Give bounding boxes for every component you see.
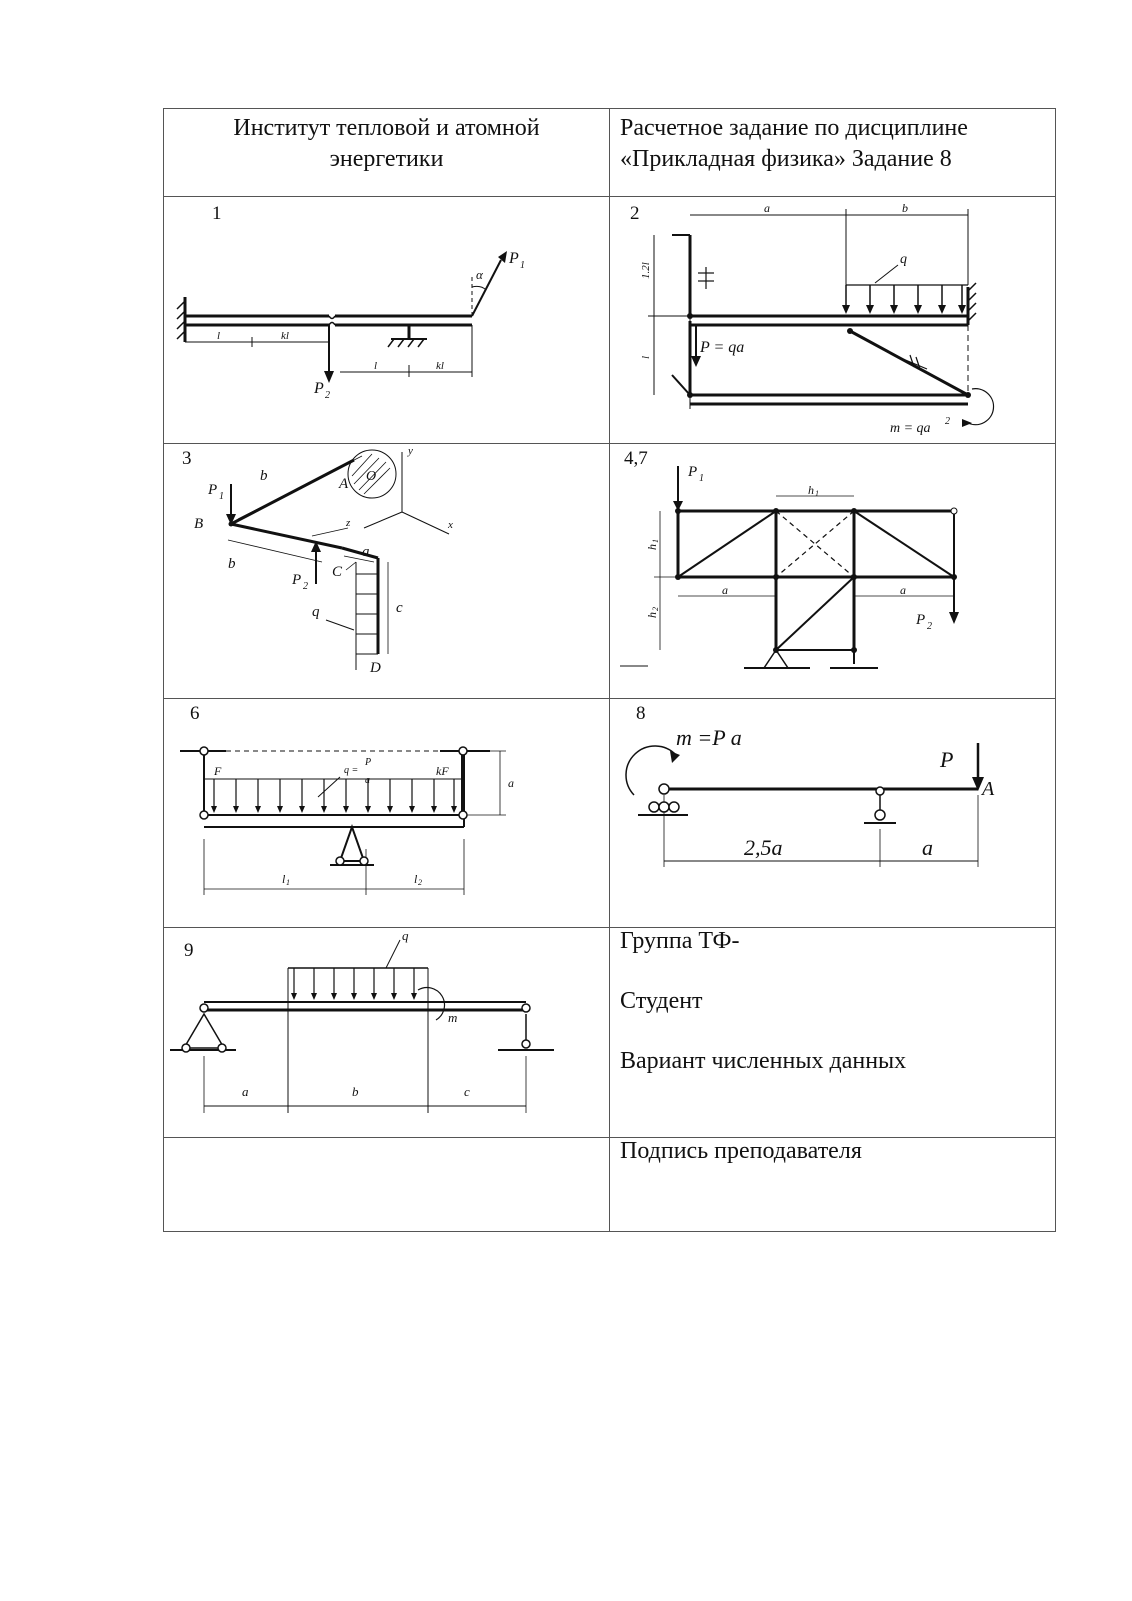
problem-1-cell [163,196,610,444]
load-arrow-head [211,806,217,813]
p2-label: P [916,612,926,628]
problem-6-diagram [164,699,611,929]
problem-9-number: 9 [184,940,194,961]
problem-2-number: 2 [630,203,640,224]
h1-vertical-subscript: 1 [651,539,660,543]
f-label: F [214,764,222,778]
load-arrow-head [411,993,417,1000]
load-arrow-head [387,806,393,813]
p1-subscript: 1 [219,491,224,502]
point-a-label: A [339,476,349,492]
point-b-label: B [194,516,204,532]
load-arrow-head [255,806,261,813]
q-label: q [900,252,907,267]
empty-cell [163,1137,610,1232]
load-arrow-head [291,993,297,1000]
p-equals-qa-label: P = qa [700,339,745,356]
problem-9-diagram [164,928,611,1139]
problem-4-7-number: 4,7 [624,448,648,469]
m-label: m [448,1010,458,1025]
m-exponent: 2 [945,416,950,427]
dim-kl-2: kl [436,360,444,372]
load-arrow-head [451,806,457,813]
problem-3-cell [163,443,610,699]
m-equals-qa2-label: m = qa [890,421,931,436]
problem-4-7-cell [609,443,1056,699]
moment-label: m =P a [676,725,742,750]
problem-6-number: 6 [190,703,200,724]
q-equals-label: q = [344,765,359,776]
alpha-label: α [476,267,483,282]
h1-vertical-label: h [645,544,659,550]
institute-line-2: энергетики [329,146,444,172]
load-arrow-head [233,806,239,813]
axis-x-label: x [448,519,453,531]
p1-label: P [688,464,698,480]
dim-a-label: a [508,776,514,790]
dim-b-top-label: b [260,468,268,484]
problem-6-cell [163,698,610,928]
h2-label: h [645,612,659,618]
h1-horizontal-subscript: 1 [815,489,819,498]
p1-subscript: 1 [520,260,525,271]
load-arrow-head [351,993,357,1000]
assignment-table [163,108,1056,1232]
axis-z-label: z [346,517,351,529]
dim-2-5a-label: 2,5a [744,835,783,860]
point-d-label: D [370,660,381,676]
load-arrow-head [431,806,437,813]
problem-9-cell [163,927,610,1138]
p1-label: P [509,250,519,267]
load-arrow-head [409,806,415,813]
p1-subscript: 1 [699,473,704,484]
signature-field: Подпись преподавателя [620,1138,862,1164]
dim-a-label: a [362,544,370,560]
p1-label: P [208,482,218,498]
load-arrow-head [371,993,377,1000]
p2-subscript: 2 [927,621,932,632]
p2-label: P [314,380,324,397]
assignment-title-cell [609,108,1056,197]
problem-3-number: 3 [182,448,192,469]
p2-label: P [292,572,302,588]
dim-c-label: c [464,1084,470,1099]
student-info-cell [609,927,1056,1138]
q-numerator: P [365,757,372,768]
dim-l2-label: l [414,872,418,886]
dim-b-label: b [902,201,908,215]
problem-1-number: 1 [212,203,222,224]
problem-8-diagram [610,699,1057,929]
dim-a-label: a [242,1084,249,1099]
q-label: q [402,928,409,943]
point-o-label: O [366,469,377,484]
problem-2-diagram [610,197,1057,445]
h1-horizontal-label: h [808,483,814,497]
p2-subscript: 2 [325,390,330,401]
problem-3-diagram [164,444,611,700]
dim-a-left-label: a [722,583,728,597]
p2-subscript: 2 [303,581,308,592]
problem-8-number: 8 [636,703,646,724]
dim-l2-subscript: 2 [418,878,422,887]
variant-field: Вариант численных данных [620,1048,907,1074]
dim-a-label: a [764,201,770,215]
kf-label: kF [436,764,449,778]
dim-l-label: l [640,355,652,359]
signature-cell [609,1137,1056,1232]
q-denominator: a [365,775,370,786]
dim-l-1: l [217,330,221,342]
load-arrow-head [299,806,305,813]
axis-y-label: y [408,445,413,457]
problem-1-diagram [164,197,611,445]
problem-4-7-diagram [610,444,1057,700]
load-arrow-head [343,806,349,813]
load-arrow-head [331,993,337,1000]
institute-cell [163,108,610,197]
load-arrow-head [311,993,317,1000]
student-field: Студент [620,988,703,1014]
dim-b-bottom-label: b [228,556,236,572]
assignment-line-1: Расчетное задание по дисциплине [620,115,968,141]
point-a-label: A [982,778,995,800]
force-p-label: P [940,747,954,772]
load-arrow-head [277,806,283,813]
load-arrow-head [391,993,397,1000]
dim-b-label: b [352,1084,359,1099]
dim-a-right-label: a [900,583,906,597]
load-arrow-head [321,806,327,813]
dim-kl-1: kl [281,330,289,342]
h2-subscript: 2 [651,607,660,611]
point-c-label: C [332,564,343,580]
dim-1-2l-label: 1.2l [640,262,652,279]
dim-a-label: a [922,835,933,860]
group-field: Группа ТФ- [620,928,740,954]
dim-l1-label: l [282,872,286,886]
dim-l-2: l [374,360,378,372]
problem-8-cell [609,698,1056,928]
problem-2-cell [609,196,1056,444]
q-label: q [312,604,320,620]
institute-line-1: Институт тепловой и атомной [233,115,540,141]
dim-c-label: c [396,600,403,616]
dim-l1-subscript: 1 [286,878,290,887]
load-arrow-head [365,806,371,813]
assignment-line-2: «Прикладная физика» Задание 8 [620,146,952,172]
